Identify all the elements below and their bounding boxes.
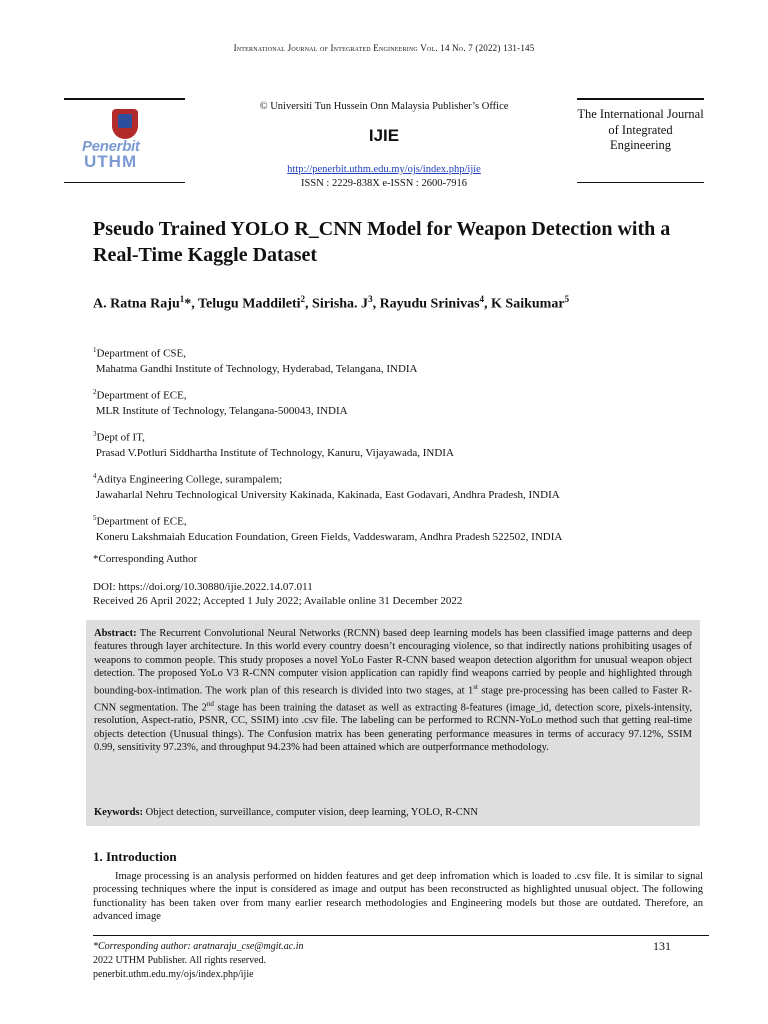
journal-running-header: International Journal of Integrated Engineering Vol. 14 No. 7 (2022) 131-145 bbox=[233, 43, 535, 53]
author-sup: 3 bbox=[368, 294, 373, 304]
author-list bbox=[93, 290, 693, 314]
author-sep: *, bbox=[184, 296, 198, 312]
author-sep: , bbox=[484, 296, 492, 312]
corresponding-author-note: *Corresponding Author bbox=[93, 553, 198, 565]
paper-title: Pseudo Trained YOLO R_CNN Model for Weapon Detection with a Real-Time Kaggle Dataset bbox=[93, 218, 671, 266]
section-heading-introduction: 1. Introduction bbox=[93, 849, 177, 864]
keywords-text: Object detection, surveillance, computer vision, deep learning, YOLO, R-CNN bbox=[143, 807, 478, 818]
affiliation-inst: MLR Institute of Technology, Telangana-500043, INDIA bbox=[95, 404, 348, 417]
abstract-box bbox=[86, 620, 700, 826]
author-sup: 5 bbox=[564, 294, 570, 304]
affiliation-sup: 1 bbox=[93, 346, 97, 354]
affiliation-inst: Jawaharlal Nehru Technological University Kakinada, Kakinada, East Godavari, Andhra Pradesh, INDIA bbox=[95, 488, 560, 501]
affiliation-sup: 5 bbox=[93, 514, 97, 522]
author-sup: 2 bbox=[300, 294, 306, 304]
abstract-body-1: The Recurrent Convolutional Neural Networks (RCNN) based deep learning models has been classified image patterns and deep features through layer architecture. In this world every country doesn’t encouraging violence, so that indirectly nations prohibiting usages of weapons to common people. This study proposes a novel YoLo Faster R-CNN based weapon detection algorithm for unusual weapon object detection. The proposed YoLo V3 R-CNN computer vision application can rapidly find weapons carried by people and highlighted through bounding-box-intimation. The work plan of this research is divided into two stages, at 1 bbox=[94, 628, 692, 697]
author-sep: , bbox=[372, 296, 380, 312]
author-name: A. Ratna Raju bbox=[93, 296, 180, 312]
author-name: K Saikumar bbox=[491, 296, 565, 312]
journal-abbrev: IJIE bbox=[368, 126, 400, 145]
author-name: Sirisha. J bbox=[312, 296, 369, 312]
keywords bbox=[94, 807, 692, 818]
affiliation-4 bbox=[93, 469, 713, 503]
header-rule-right-bottom bbox=[577, 182, 704, 183]
shield-icon bbox=[112, 109, 138, 139]
introduction-paragraph: Image processing is an analysis performed on hidden features and get deep infromation which is loaded to .csv file. It is similar to signal processing techniques where the input is considered as image and output has been reconstructed as highlighted unusual object. The following functionality has been taken over from many earlier research methodologies and Engineering models but those are outdated. Therefore, an advanced image bbox=[93, 871, 703, 923]
footer-copyright: 2022 UTHM Publisher. All rights reserved. bbox=[93, 955, 267, 966]
affiliation-dept: Department of ECE, bbox=[96, 515, 187, 528]
header-rule-left bbox=[64, 98, 185, 100]
affiliation-sup: 4 bbox=[93, 472, 97, 480]
footer-rule bbox=[93, 935, 709, 936]
journal-url-link[interactable]: http://penerbit.uthm.edu.my/ojs/index.php/ijie bbox=[287, 164, 481, 175]
affiliation-1 bbox=[93, 343, 713, 377]
doi-line[interactable]: DOI: https://doi.org/10.30880/ijie.2022.14.07.011 bbox=[93, 581, 313, 593]
affiliation-dept: Department of CSE, bbox=[96, 347, 187, 360]
header-rule-left-bottom bbox=[64, 182, 185, 183]
abstract-text bbox=[94, 627, 692, 755]
logo-word-penerbit: Penerbit bbox=[82, 138, 140, 155]
issn-line: ISSN : 2229-838X e-ISSN : 2600-7916 bbox=[301, 178, 467, 189]
side-journal-name: The International Journal of Integrated Engineering bbox=[577, 107, 704, 152]
abstract-sup-st: st bbox=[473, 682, 478, 691]
affiliation-5 bbox=[93, 511, 713, 545]
keywords-label: Keywords: bbox=[94, 807, 143, 818]
affiliation-2 bbox=[93, 385, 713, 419]
affiliation-dept: Dept of IT, bbox=[96, 431, 145, 444]
author-name: Telugu Maddileti bbox=[197, 296, 301, 312]
affiliation-sup: 3 bbox=[93, 430, 97, 438]
abstract-body-2: stage pre-processing has been called to Faster R-CNN segmentation. The 2 bbox=[94, 685, 692, 714]
header-rule-right bbox=[577, 98, 704, 100]
abstract-label: Abstract: bbox=[94, 628, 137, 639]
affiliation-inst: Mahatma Gandhi Institute of Technology, Hyderabad, Telangana, INDIA bbox=[95, 362, 418, 375]
abstract-sup-nd: nd bbox=[206, 699, 214, 708]
page-number: 131 bbox=[653, 939, 671, 953]
affiliation-dept: Aditya Engineering College, surampalem; bbox=[96, 473, 283, 486]
author-sup: 4 bbox=[479, 294, 485, 304]
author-sep: , bbox=[305, 296, 313, 312]
logo-word-uthm: UTHM bbox=[84, 152, 138, 171]
footer-url[interactable]: penerbit.uthm.edu.my/ojs/index.php/ijie bbox=[93, 969, 254, 980]
received-dates: Received 26 April 2022; Accepted 1 July 2022; Available online 31 December 2022 bbox=[93, 595, 463, 607]
affiliation-inst: Prasad V.Potluri Siddhartha Institute of Technology, Kanuru, Vijayawada, INDIA bbox=[95, 446, 454, 459]
affiliation-inst: Koneru Lakshmaiah Education Foundation, Green Fields, Vaddeswaram, Andhra Pradesh 522502, INDIA bbox=[95, 530, 563, 543]
footer-corresponding-email: *Corresponding author: aratnaraju_cse@mgit.ac.in bbox=[93, 941, 304, 952]
author-sup: 1 bbox=[179, 294, 185, 304]
affiliation-3 bbox=[93, 427, 713, 461]
affiliation-sup: 2 bbox=[93, 388, 97, 396]
publisher-office: © Universiti Tun Hussein Onn Malaysia Publisher’s Office bbox=[259, 101, 509, 112]
author-name: Rayudu Srinivas bbox=[379, 296, 480, 312]
penerbit-uthm-logo bbox=[82, 107, 174, 171]
abstract-body-3: stage has been training the dataset as well as extracting 8-features (image_id, detection score, pixels-intensity, resolution, Aspect-ratio, PSNR, CC, SSIM) into .csv file. The labeling can be performed to RCNN-YoLo method such that getting real-time objects detection (Unusual things). The Confusion matrix has been generating performance measures in terms of accuracy 97.12%, SSIM 0.99, sensitivity 97.23%, and throughput 94.23% had been attained which are outperformance methodology. bbox=[94, 702, 692, 754]
affiliation-dept: Department of ECE, bbox=[96, 389, 187, 402]
